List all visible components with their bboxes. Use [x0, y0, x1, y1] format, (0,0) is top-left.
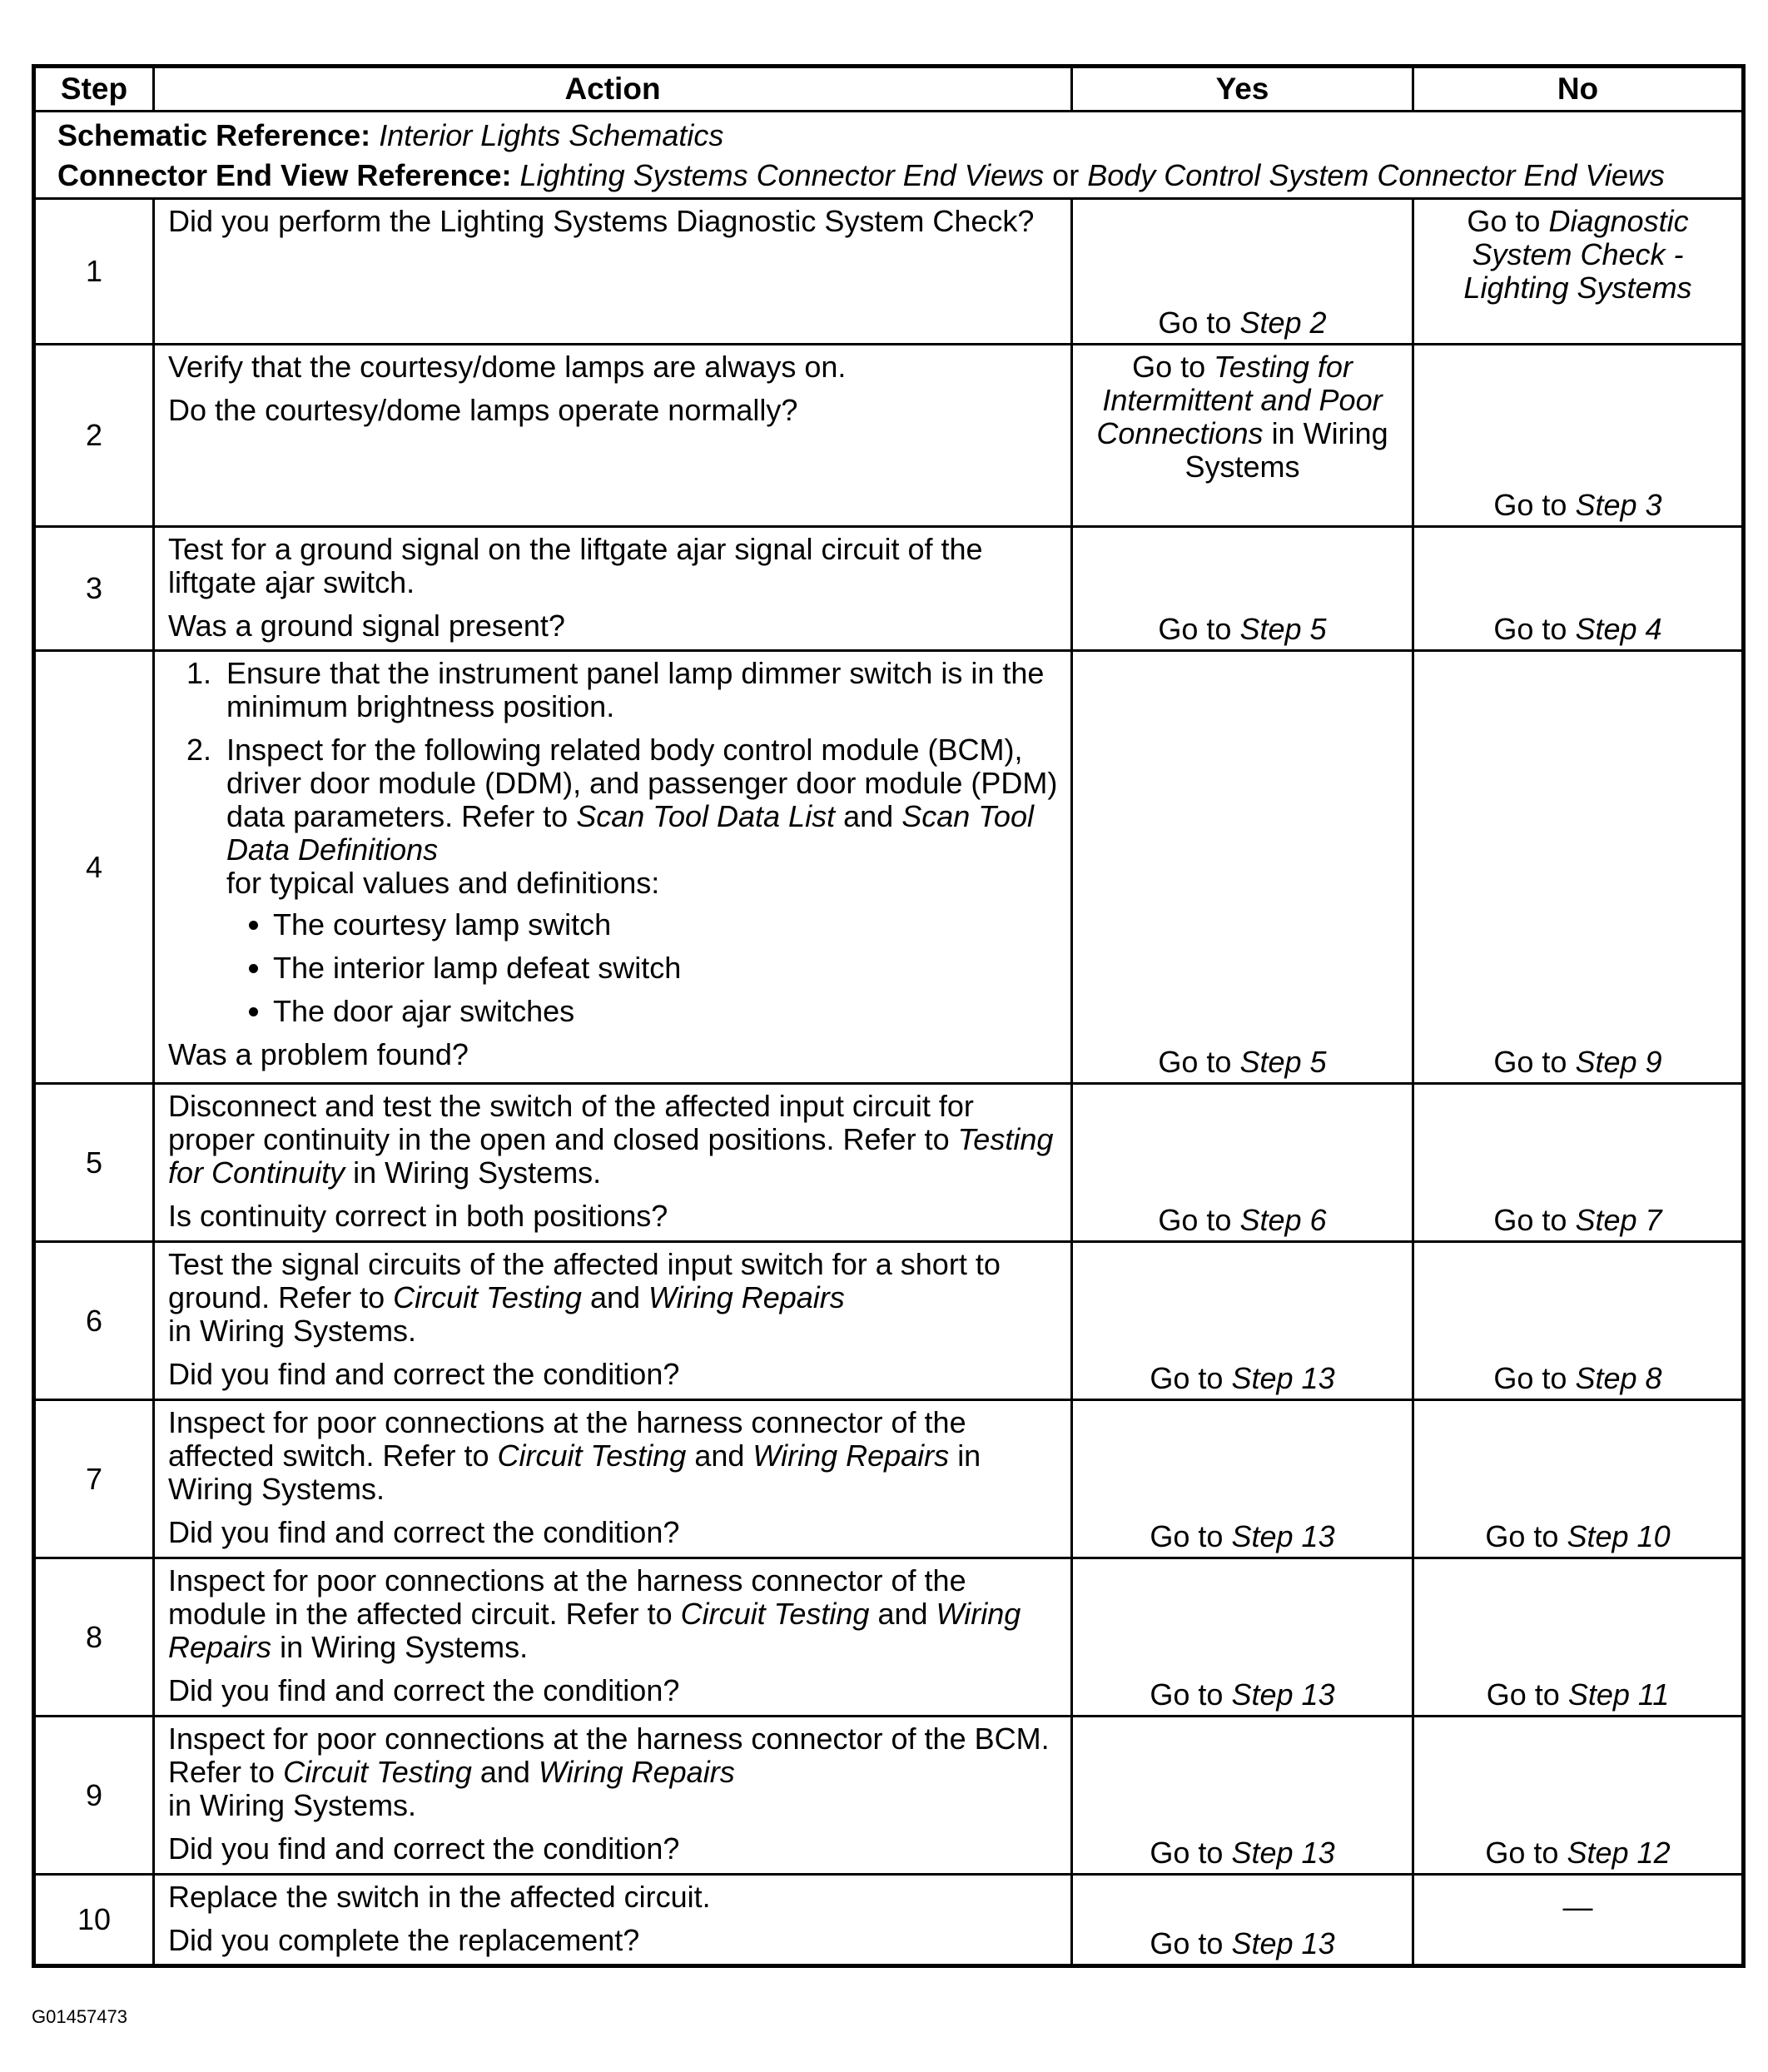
action-cell: [154, 1400, 1072, 1558]
action-text-part: Inspect for poor connections at the harness connector of the BCM. Refer to: [168, 1722, 1050, 1789]
step-number: 6: [34, 1242, 154, 1400]
yes-cell: [1072, 527, 1413, 651]
reference-cell: [34, 112, 1744, 199]
list-item: 1. Ensure that the instrument panel lamp dimmer switch is in the minimum brightness position.: [220, 657, 1059, 723]
yes-cell: [1072, 1558, 1413, 1717]
step-number: 10: [34, 1875, 154, 1966]
no-cell: [1413, 1242, 1744, 1400]
no-result: [1414, 1204, 1741, 1237]
no-result: [1414, 1678, 1741, 1712]
action-text-part: in Wiring Systems.: [168, 1314, 417, 1348]
no-cell: [1413, 1875, 1744, 1966]
action-cell: [154, 651, 1072, 1084]
action-text-part: and: [694, 1438, 745, 1473]
yes-cell: [1072, 1242, 1413, 1400]
yes-target: Step 13: [1231, 1836, 1335, 1870]
action-question: Is continuity correct in both positions?: [168, 1199, 668, 1233]
yes-prefix: Go to: [1150, 1677, 1224, 1712]
action-text: Verify that the courtesy/dome lamps are always on.: [168, 350, 847, 384]
step-number: 9: [34, 1717, 154, 1875]
yes-result: [1073, 613, 1412, 646]
action-text: [168, 1406, 1059, 1506]
yes-result: [1073, 1362, 1412, 1395]
bullet-list: [226, 908, 1059, 1028]
no-prefix: Go to: [1493, 612, 1567, 646]
schematic-reference: [57, 119, 1730, 152]
action-question: Do the courtesy/dome lamps operate normally?: [168, 393, 798, 427]
yes-cell: [1072, 651, 1413, 1084]
no-result: [1414, 1520, 1741, 1553]
yes-prefix: Go to: [1150, 1519, 1224, 1553]
action-cell: [154, 199, 1072, 345]
yes-result: [1073, 1520, 1412, 1553]
yes-cell: [1072, 1084, 1413, 1242]
yes-target: Step 2: [1239, 306, 1327, 340]
action-text-part: and: [877, 1597, 928, 1631]
action-text: [168, 1090, 1059, 1190]
action-text-part: and: [589, 1280, 641, 1314]
no-target: Step 4: [1575, 612, 1662, 646]
item-ref: Scan Tool Data Definitions: [226, 799, 1034, 867]
step-number: 1: [34, 199, 154, 345]
no-cell: [1413, 345, 1744, 527]
no-target: Step 12: [1567, 1836, 1671, 1870]
bullet-item: • The courtesy lamp switch: [273, 908, 1059, 942]
action-text-part: Test the signal circuits of the affected input switch for a short to ground. Refer to: [168, 1247, 1001, 1314]
no-prefix: Go to: [1485, 1836, 1559, 1870]
item-text: Inspect for the following related body control module (BCM), driver door module (DDM), and passenger door module (PDM) data parameters. Refer to: [226, 733, 1058, 833]
connector-reference-or: or: [1052, 158, 1080, 192]
action-text: [168, 1248, 1059, 1348]
step-number: 4: [34, 651, 154, 1084]
action-text-part: in Wiring Systems.: [168, 1788, 417, 1822]
yes-target: Testing for Intermittent and Poor Connections: [1096, 350, 1383, 450]
yes-result: [1073, 1927, 1412, 1960]
schematic-reference-label: Schematic Reference:: [57, 118, 371, 152]
connector-reference: [57, 158, 1730, 192]
table-row: [34, 1242, 1744, 1400]
yes-target: Step 13: [1231, 1926, 1335, 1960]
no-result: [1414, 1046, 1741, 1079]
no-result: [1414, 1836, 1741, 1870]
header-yes: Yes: [1072, 67, 1413, 112]
table-row: [34, 1084, 1744, 1242]
yes-suffix: in Wiring Systems: [1184, 416, 1388, 484]
yes-cell: [1072, 199, 1413, 345]
bullet-item: • The door ajar switches: [273, 995, 1059, 1028]
action-ref: Circuit Testing: [497, 1438, 687, 1473]
no-cell: [1413, 199, 1744, 345]
yes-prefix: Go to: [1158, 1203, 1232, 1237]
step-number: 5: [34, 1084, 154, 1242]
connector-reference-value-2: Body Control System Connector End Views: [1087, 158, 1665, 192]
action-text-part: in Wiring Systems.: [280, 1630, 529, 1664]
yes-prefix: Go to: [1158, 612, 1232, 646]
yes-prefix: Go to: [1158, 306, 1232, 340]
table-row: [34, 527, 1744, 651]
header-action: Action: [154, 67, 1072, 112]
yes-target: Step 5: [1239, 1045, 1327, 1079]
no-target: Step 11: [1567, 1677, 1670, 1712]
action-question: Did you complete the replacement?: [168, 1923, 640, 1957]
action-question: Was a problem found?: [168, 1037, 469, 1071]
no-prefix: Go to: [1493, 1361, 1567, 1395]
action-cell: [154, 1717, 1072, 1875]
yes-prefix: Go to: [1158, 1045, 1232, 1079]
table-row: [34, 1400, 1744, 1558]
yes-cell: [1072, 1400, 1413, 1558]
yes-result: [1073, 1836, 1412, 1870]
schematic-reference-value: Interior Lights Schematics: [379, 118, 724, 152]
connector-reference-value-1: Lighting Systems Connector End Views: [519, 158, 1045, 192]
action-text: Replace the switch in the affected circuit.: [168, 1880, 711, 1914]
no-target: Step 3: [1575, 488, 1662, 522]
yes-cell: [1072, 1875, 1413, 1966]
step-number: 8: [34, 1558, 154, 1717]
step-number: 3: [34, 527, 154, 651]
action-ref: Circuit Testing: [680, 1597, 870, 1631]
table-row: [34, 199, 1744, 345]
no-target: Diagnostic System Check - Lighting Systems: [1463, 204, 1692, 305]
no-result-dash: —: [1562, 1890, 1593, 1924]
yes-prefix: Go to: [1150, 1926, 1224, 1960]
step-number: 7: [34, 1400, 154, 1558]
action-ref: Circuit Testing: [283, 1755, 472, 1789]
figure-id: G01457473: [32, 2006, 127, 2027]
action-text-part: Disconnect and test the switch of the affected input circuit for proper continuity in the open and closed positions. Refer to: [168, 1089, 974, 1156]
no-prefix: Go to: [1485, 1519, 1559, 1553]
action-text: [168, 1564, 1059, 1664]
no-target: Step 8: [1575, 1361, 1662, 1395]
no-cell: [1413, 1084, 1744, 1242]
yes-result: [1073, 1204, 1412, 1237]
numbered-list: [168, 657, 1059, 1028]
yes-target: Step 13: [1231, 1519, 1335, 1553]
no-cell: [1413, 1400, 1744, 1558]
action-text-part: in Wiring Systems.: [353, 1155, 602, 1190]
action-ref: Testing for Continuity: [168, 1122, 1054, 1190]
yes-result: [1073, 1046, 1412, 1079]
yes-target: Step 5: [1239, 612, 1327, 646]
action-cell: [154, 1084, 1072, 1242]
action-question: Did you find and correct the condition?: [168, 1673, 680, 1707]
action-text: Did you perform the Lighting Systems Diagnostic System Check?: [168, 204, 1035, 238]
action-text-part: Inspect for poor connections at the harness connector of the affected switch. Refer to: [168, 1405, 966, 1473]
yes-result: [1073, 345, 1412, 484]
no-result: [1414, 489, 1741, 522]
no-target: Step 10: [1567, 1519, 1671, 1553]
diagnostic-table: [32, 64, 1746, 1968]
table-row: [34, 1875, 1744, 1966]
no-prefix: Go to: [1493, 488, 1567, 522]
yes-prefix: Go to: [1132, 350, 1206, 384]
no-cell: [1413, 1558, 1744, 1717]
action-cell: [154, 1875, 1072, 1966]
no-cell: [1413, 651, 1744, 1084]
action-cell: [154, 527, 1072, 651]
no-target: Step 9: [1575, 1045, 1662, 1079]
action-question: Was a ground signal present?: [168, 609, 565, 643]
action-text-part: Inspect for poor connections at the harness connector of the module in the affected circuit. Refer to: [168, 1563, 966, 1631]
table-row: [34, 1558, 1744, 1717]
action-question: Did you find and correct the condition?: [168, 1357, 680, 1391]
action-ref: Wiring Repairs: [648, 1280, 845, 1314]
yes-target: Step 6: [1239, 1203, 1327, 1237]
action-question: Did you find and correct the condition?: [168, 1831, 680, 1866]
bullet-item: • The interior lamp defeat switch: [273, 952, 1059, 985]
no-prefix: Go to: [1493, 1045, 1567, 1079]
item-text: and: [843, 799, 894, 833]
action-question: Did you find and correct the condition?: [168, 1515, 680, 1549]
item-text: for typical values and definitions:: [226, 866, 660, 900]
no-cell: [1413, 527, 1744, 651]
yes-target: Step 13: [1231, 1677, 1335, 1712]
action-cell: [154, 1242, 1072, 1400]
no-target: Step 7: [1575, 1203, 1662, 1237]
action-cell: [154, 1558, 1072, 1717]
action-ref: Wiring Repairs: [538, 1755, 735, 1789]
no-prefix: Go to: [1467, 204, 1541, 238]
header-step: Step: [34, 67, 154, 112]
yes-result: [1073, 306, 1412, 340]
yes-target: Step 13: [1231, 1361, 1335, 1395]
action-text: Test for a ground signal on the liftgate ajar signal circuit of the liftgate ajar switch.: [168, 532, 983, 599]
no-result: [1414, 200, 1741, 305]
no-prefix: Go to: [1493, 1203, 1567, 1237]
yes-result: [1073, 1678, 1412, 1712]
header-row: [34, 67, 1744, 112]
table-row: [34, 651, 1744, 1084]
action-ref: Wiring Repairs: [168, 1597, 1021, 1664]
action-text-part: and: [479, 1755, 530, 1789]
no-prefix: Go to: [1486, 1677, 1560, 1712]
action-cell: [154, 345, 1072, 527]
action-ref: Circuit Testing: [393, 1280, 582, 1314]
header-no: No: [1413, 67, 1744, 112]
action-text: [168, 1722, 1059, 1822]
reference-row: [34, 112, 1744, 199]
table-row: [34, 345, 1744, 527]
item-ref: Scan Tool Data List: [576, 799, 836, 833]
action-text-part: in Wiring Systems.: [168, 1438, 981, 1506]
yes-cell: [1072, 345, 1413, 527]
list-item: [220, 733, 1059, 1028]
yes-cell: [1072, 1717, 1413, 1875]
connector-reference-label: Connector End View Reference:: [57, 158, 512, 192]
no-cell: [1413, 1717, 1744, 1875]
action-ref: Wiring Repairs: [752, 1438, 950, 1473]
yes-prefix: Go to: [1150, 1361, 1224, 1395]
no-result: [1414, 1362, 1741, 1395]
table-row: [34, 1717, 1744, 1875]
no-result: [1414, 613, 1741, 646]
yes-prefix: Go to: [1150, 1836, 1224, 1870]
step-number: 2: [34, 345, 154, 527]
